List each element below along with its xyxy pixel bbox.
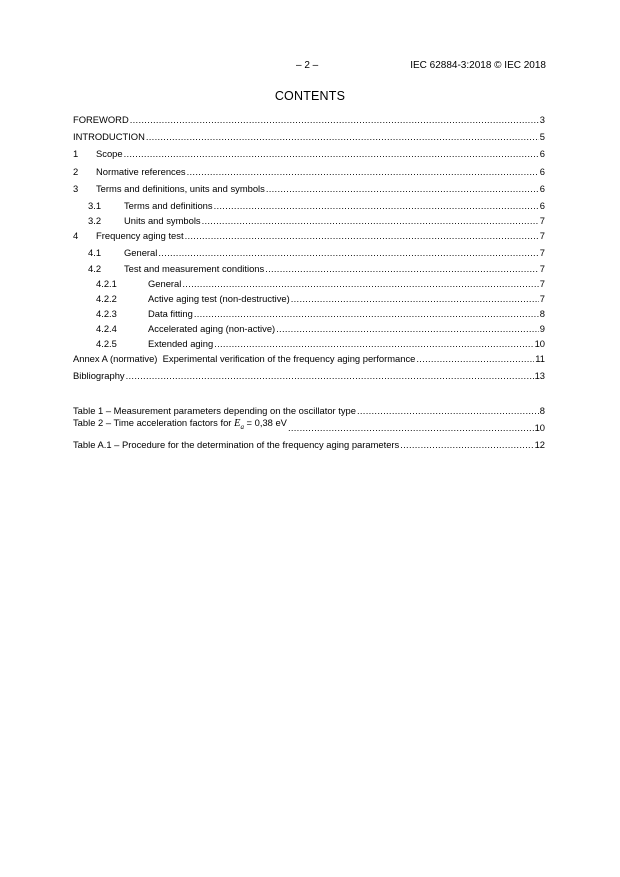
dot-leader	[146, 130, 539, 143]
toc-entry-text: Terms and definitions	[124, 200, 213, 211]
table-entry-text: Table 1 – Measurement parameters depending on the oscillator type	[73, 405, 356, 416]
dot-leader	[124, 147, 539, 160]
toc-section-number: 4.2.4	[96, 323, 117, 334]
table-entry-text-before: Table 2 – Time acceleration factors for	[73, 416, 235, 428]
toc-page-number: 13	[534, 370, 545, 381]
toc-entry-data-fitting[interactable]	[96, 307, 545, 320]
table-page-number: 8	[539, 405, 545, 416]
toc-section-number: 4.2	[88, 263, 102, 274]
toc-page-number: 6	[539, 183, 545, 194]
toc-section-number: 4.2.1	[96, 278, 117, 289]
toc-page-number: 7	[539, 215, 545, 226]
toc-entry-foreword[interactable]	[73, 113, 545, 126]
toc-section-number: 4.2.2	[96, 293, 117, 304]
toc-entry-units-and-symbols[interactable]	[88, 214, 545, 227]
dot-leader	[416, 352, 534, 365]
table-entry-table-a1[interactable]	[73, 438, 545, 451]
contents-title: CONTENTS	[274, 89, 346, 103]
toc-section-number: 3.2	[88, 215, 102, 226]
toc-entry-text: General	[148, 278, 182, 289]
table-entry-text-after: = 0,38 eV	[243, 416, 287, 428]
toc-page-number: 10	[534, 338, 545, 349]
dot-leader	[158, 246, 538, 259]
toc-section-number: 4	[73, 230, 79, 241]
toc-page-number: 8	[539, 308, 545, 319]
table-page-number: 10	[534, 422, 545, 433]
table-entry-table-2[interactable]	[73, 416, 545, 434]
toc-entry-text: Bibliography	[73, 370, 125, 381]
dot-leader	[182, 277, 538, 290]
dot-leader	[265, 262, 539, 275]
toc-page-number: 5	[539, 131, 545, 142]
dot-leader	[126, 369, 534, 382]
toc-entry-bibliography[interactable]	[73, 369, 545, 382]
toc-entry-terms-definitions-units[interactable]	[73, 182, 545, 195]
toc-section-number: 3.1	[88, 200, 102, 211]
toc-page-number: 7	[539, 230, 545, 241]
toc-entry-text: Accelerated aging (non-active)	[148, 323, 276, 334]
dot-leader	[214, 337, 533, 350]
toc-section-number: 4.1	[88, 247, 102, 258]
toc-section-number: 2	[73, 166, 79, 177]
toc-entry-annex-a[interactable]	[73, 352, 545, 365]
dot-leader	[266, 182, 539, 195]
dot-leader	[357, 404, 539, 417]
toc-entry-text: Active aging test (non-destructive)	[148, 293, 290, 304]
toc-entry-text: Frequency aging test	[96, 230, 184, 241]
toc-section-number: 4.2.5	[96, 338, 117, 349]
toc-section-number: 1	[73, 148, 79, 159]
toc-entry-text: Scope	[96, 148, 123, 159]
toc-page-number: 7	[539, 247, 545, 258]
table-page-number: 12	[534, 439, 545, 450]
toc-entry-introduction[interactable]	[73, 130, 545, 143]
dot-leader	[194, 307, 539, 320]
dot-leader	[130, 113, 539, 126]
toc-entry-text: Extended aging	[148, 338, 214, 349]
toc-page-number: 7	[539, 278, 545, 289]
toc-entry-text: Terms and definitions, units and symbols	[96, 183, 265, 194]
toc-entry-normative-references[interactable]	[73, 165, 545, 178]
toc-page-number: 6	[539, 166, 545, 177]
toc-entry-scope[interactable]	[73, 147, 545, 160]
page-number: – 2 –	[296, 60, 319, 71]
toc-section-number: 4.2.3	[96, 308, 117, 319]
toc-page-number: 7	[539, 263, 545, 274]
table-entry-text: Table A.1 – Procedure for the determination of the frequency aging parameters	[73, 439, 400, 450]
dot-leader	[288, 421, 534, 434]
toc-entry-text: INTRODUCTION	[73, 131, 145, 142]
toc-entry-text: Test and measurement conditions	[124, 263, 265, 274]
toc-entry-terms-and-definitions[interactable]	[88, 199, 545, 212]
toc-page-number: 9	[539, 323, 545, 334]
toc-page-number: 11	[535, 353, 545, 364]
toc-entry-active-aging-test[interactable]	[96, 292, 545, 305]
dot-leader	[187, 165, 539, 178]
dot-leader	[400, 438, 533, 451]
dot-leader	[185, 229, 539, 242]
toc-page-number: 6	[539, 148, 545, 159]
toc-entry-extended-aging[interactable]	[96, 337, 545, 350]
toc-entry-general-4-2-1[interactable]	[96, 277, 545, 290]
toc-entry-text: General	[124, 247, 158, 258]
toc-entry-text: Normative references	[96, 166, 186, 177]
toc-entry-test-measurement-conditions[interactable]	[88, 262, 545, 275]
toc-entry-text: FOREWORD	[73, 114, 129, 125]
toc-page-number: 6	[539, 200, 545, 211]
dot-leader	[202, 214, 539, 227]
toc-entry-frequency-aging-test[interactable]	[73, 229, 545, 242]
dot-leader	[214, 199, 539, 212]
toc-entry-text: Annex A (normative) Experimental verification of the frequency aging performance	[73, 353, 416, 364]
dot-leader	[291, 292, 539, 305]
dot-leader	[276, 322, 539, 335]
symbol-subscript: a	[240, 423, 244, 431]
toc-page-number: 3	[539, 114, 545, 125]
toc-entry-text: Units and symbols	[124, 215, 201, 226]
toc-section-number: 3	[73, 183, 79, 194]
document-id: IEC 62884-3:2018 © IEC 2018	[410, 60, 546, 71]
toc-entry-accelerated-aging[interactable]	[96, 322, 545, 335]
toc-entry-text: Data fitting	[148, 308, 193, 319]
toc-entry-general-4-1[interactable]	[88, 246, 545, 259]
toc-page-number: 7	[539, 293, 545, 304]
activation-energy-symbol: $E_a$	[234, 417, 244, 431]
table-entry-text	[73, 416, 287, 434]
